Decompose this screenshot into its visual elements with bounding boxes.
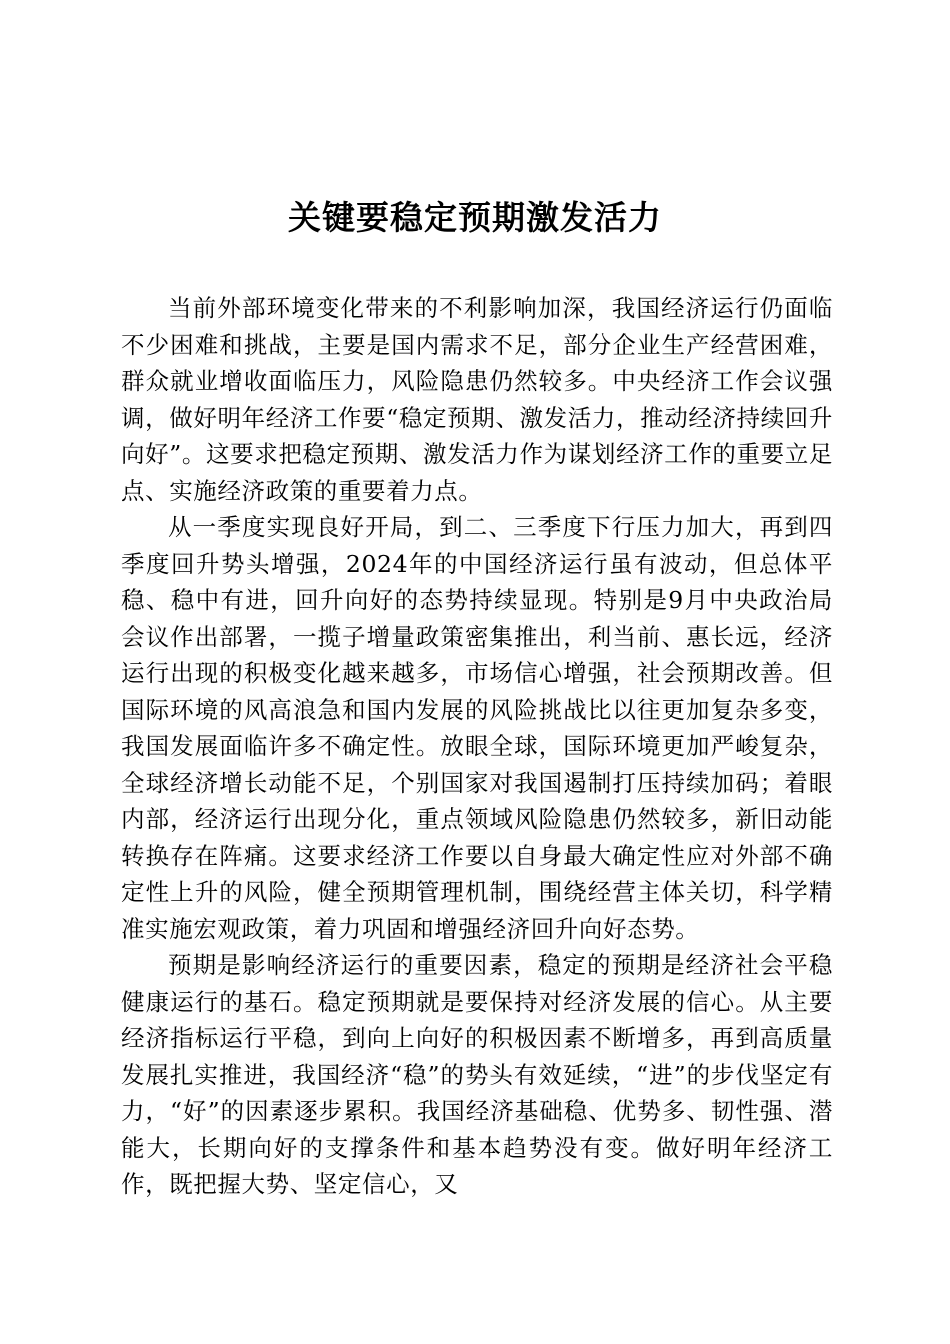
paragraph-1: 当前外部环境变化带来的不利影响加深，我国经济运行仍面临不少困难和挑战，主要是国内需求不足，部分企业生产经营困难，群众就业增收面临压力，风险隐患仍然较多。中央经济工作会议强调，做好明年经济工作要“稳定预期、激发活力，推动经济持续回升向好”。这要求把稳定预期、激发活力作为谋划经济工作的重要立足点、实施经济政策的重要着力点。 [121,294,833,505]
paragraph-2: 从一季度实现良好开局，到二、三季度下行压力加大，再到四季度回升势头增强，2024年的中国经济运行虽有波动，但总体平稳、稳中有进，回升向好的态势持续显现。特别是9月中央政治局会议作出部署，一揽子增量政策密集推出，利当前、惠长远，经济运行出现的积极变化越来越多，市场信心增强，社会预期改善。但国际环境的风高浪急和国内发展的风险挑战比以往更加复杂多变，我国发展面临许多不确定性。放眼全球，国际环境更加严峻复杂，全球经济增长动能不足，个别国家对我国遏制打压持续加码；着眼内部，经济运行出现分化，重点领域风险隐患仍然较多，新旧动能转换存在阵痛。这要求经济工作要以自身最大确定性应对外部不确定性上升的风险，健全预期管理机制，围绕经营主体关切，科学精准实施宏观政策，着力巩固和增强经济回升向好态势。 [121,513,833,943]
paragraph-3: 预期是影响经济运行的重要因素，稳定的预期是经济社会平稳健康运行的基石。稳定预期就是要保持对经济发展的信心。从主要经济指标运行平稳，到向上向好的积极因素不断增多，再到高质量发展扎实推进，我国经济“稳”的势头有效延续，“进”的步伐坚定有力，“好”的因素逐步累积。我国经济基础稳、优势多、韧性强、潜能大，长期向好的支撑条件和基本趋势没有变。做好明年经济工作，既把握大势、坚定信心，又 [121,951,833,1198]
document-body [121,290,833,1203]
document-title: 关键要稳定预期激发活力 [288,198,662,237]
